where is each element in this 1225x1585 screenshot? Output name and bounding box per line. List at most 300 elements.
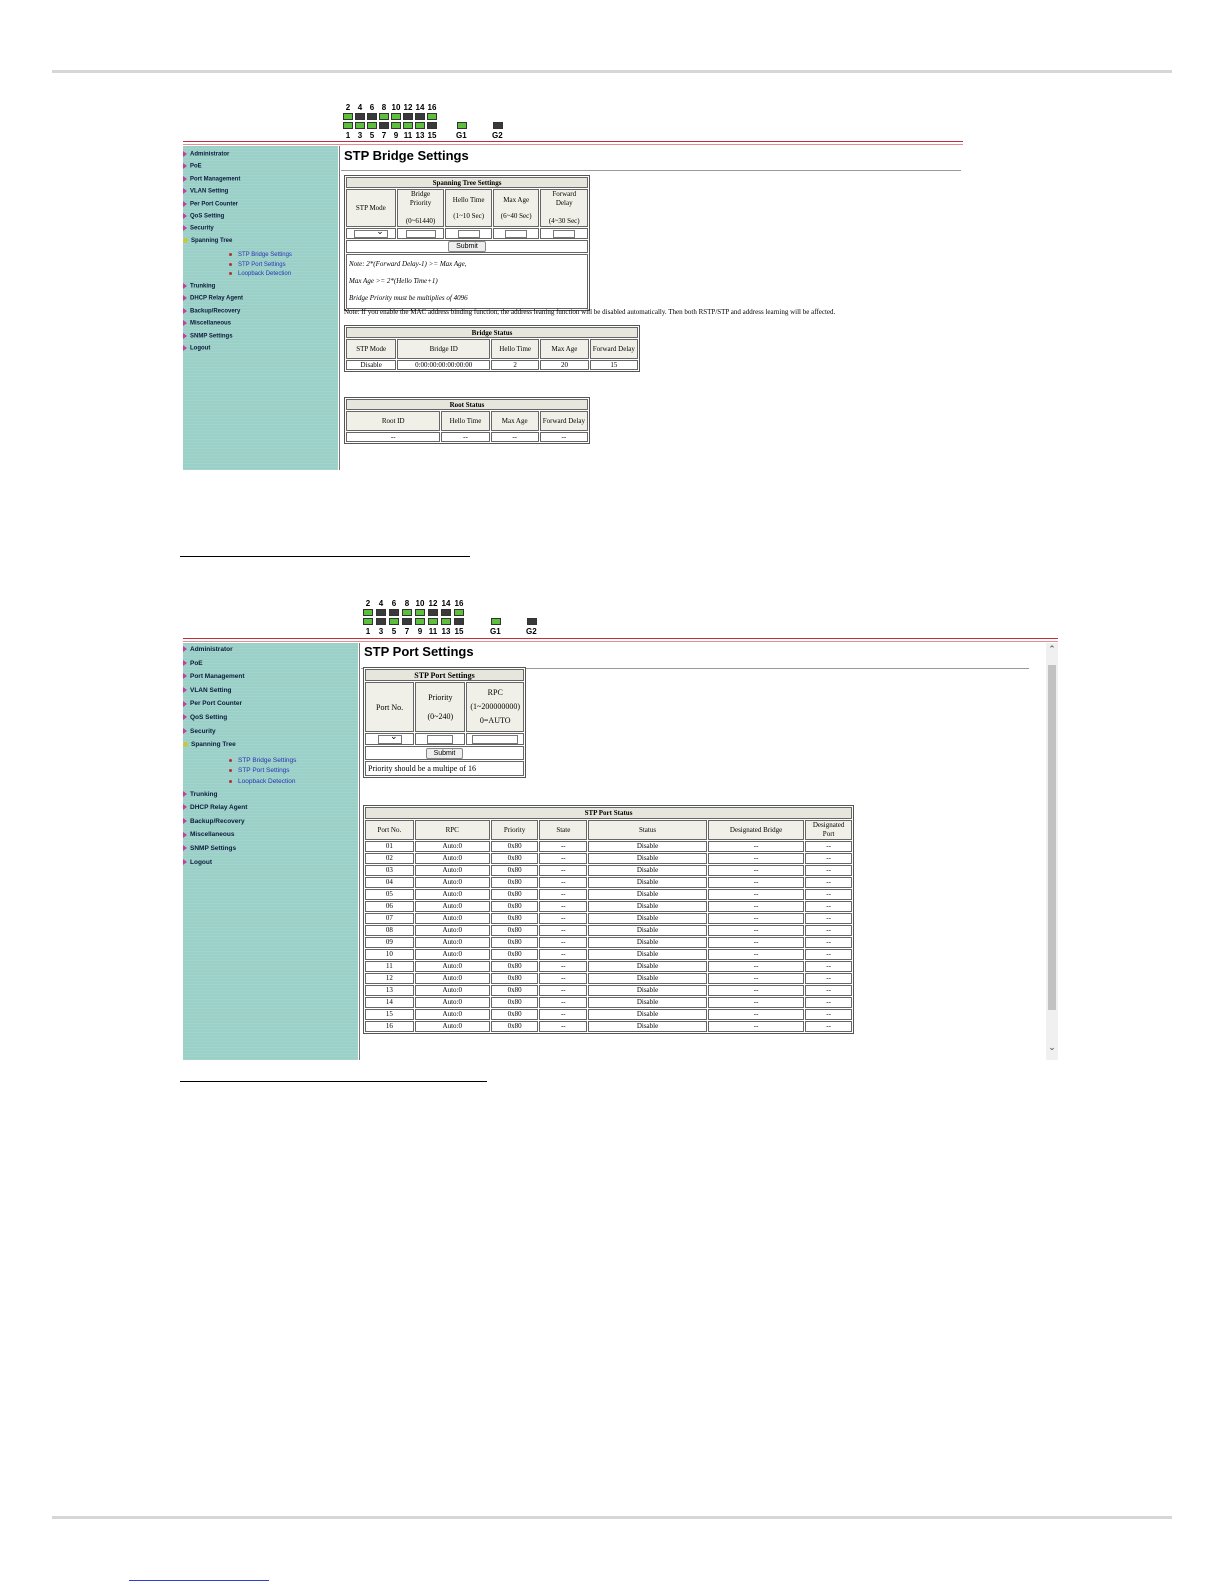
bullet-icon: [229, 253, 232, 256]
table-cell: Auto:0: [415, 973, 490, 984]
table-cell: --: [539, 841, 587, 852]
table-cell: --: [539, 961, 587, 972]
table-cell: Auto:0: [415, 1021, 490, 1032]
table-row: [365, 877, 852, 888]
bullet-icon: [229, 272, 232, 275]
table-cell: --: [539, 1009, 587, 1020]
col-label: Priority: [409, 199, 432, 207]
scroll-up-icon[interactable]: ⌃: [1048, 645, 1056, 655]
table-cell: Disable: [588, 865, 707, 876]
table-cell: --: [539, 925, 587, 936]
note-line: Max Age >= 2*(Hello Time+1): [349, 277, 438, 285]
table-cell: --: [805, 997, 852, 1008]
column-header: Max Age: [540, 339, 588, 359]
arrow-right-icon: [183, 320, 187, 326]
port-13-indicator[interactable]: [415, 122, 425, 129]
sidebar-item-poe[interactable]: [183, 163, 202, 170]
table-cell: --: [805, 901, 852, 912]
table-cell: Auto:0: [415, 997, 490, 1008]
sidebar-item-label: Miscellaneous: [190, 831, 235, 839]
status-value: 2: [491, 360, 539, 370]
forward-delay-cell: [540, 228, 588, 239]
port-6-indicator[interactable]: [367, 113, 377, 120]
table-cell: Auto:0: [415, 889, 490, 900]
port-8-indicator[interactable]: [379, 113, 389, 120]
sidebar-item-snmp-settings[interactable]: [183, 333, 233, 340]
port-15-indicator[interactable]: [427, 122, 437, 129]
arrow-right-icon: [183, 163, 187, 169]
col-rpc: [466, 682, 524, 732]
sidebar: [183, 146, 338, 470]
arrow-right-icon: [183, 791, 187, 797]
table-cell: 03: [365, 865, 414, 876]
table-cell: 06: [365, 901, 414, 912]
port-2-indicator[interactable]: [343, 113, 353, 120]
column-header: Forward Delay: [540, 411, 588, 431]
col-label: Hello Time: [452, 196, 485, 204]
sidebar-item-label: Security: [190, 225, 214, 232]
arrow-right-icon: [183, 687, 187, 693]
bridge-priority-cell: [397, 228, 445, 239]
arrow-right-icon: [183, 728, 187, 734]
status-value: --: [441, 432, 489, 442]
page-bottom-rule: [52, 1516, 1172, 1519]
column-header: Port No.: [365, 820, 414, 840]
page-title: STP Bridge Settings: [344, 148, 469, 163]
col-label: Priority: [428, 693, 453, 702]
col-label: Forward: [552, 190, 577, 198]
table-cell: 04: [365, 877, 414, 888]
sidebar-item-qos-setting[interactable]: [183, 213, 224, 220]
root-status-table: [344, 397, 590, 444]
table-row: [365, 997, 852, 1008]
submit-button[interactable]: Submit: [448, 241, 486, 252]
sidebar-item-label: QoS Setting: [190, 714, 228, 721]
sidebar-item-label: DHCP Relay Agent: [190, 804, 248, 812]
port-7-indicator[interactable]: [379, 122, 389, 129]
status-value: --: [346, 432, 440, 442]
sidebar-item-label: Spanning Tree: [191, 237, 233, 244]
port-3-indicator[interactable]: [376, 618, 386, 625]
table-cell: --: [805, 1021, 852, 1032]
arrow-right-icon: [183, 804, 187, 810]
col-range: 0=AUTO: [479, 716, 511, 725]
sidebar-item-spanning-tree[interactable]: [183, 741, 236, 748]
scroll-down-icon[interactable]: ⌄: [1048, 1043, 1056, 1053]
arrow-right-icon: [183, 832, 187, 838]
port-7-indicator[interactable]: [402, 618, 412, 625]
bullet-icon: [229, 759, 232, 762]
arrow-right-icon: [183, 845, 187, 851]
table-cell: --: [539, 865, 587, 876]
table-cell: 16: [365, 1021, 414, 1032]
table-cell: --: [539, 853, 587, 864]
sidebar-item-label: Per Port Counter: [190, 201, 239, 208]
port-16-indicator[interactable]: [427, 113, 437, 120]
stp-port-settings-table: [363, 667, 526, 778]
table-cell: 0x80: [491, 937, 539, 948]
table-cell: 13: [365, 985, 414, 996]
port-13-indicator[interactable]: [441, 618, 451, 625]
table-cell: Disable: [588, 889, 707, 900]
port-9-indicator[interactable]: [391, 122, 401, 129]
port-number-label: 16: [427, 103, 437, 112]
port-number-label: 13: [415, 131, 425, 140]
sidebar-item-label: Port Management: [190, 176, 241, 183]
table-row: [365, 949, 852, 960]
table-cell: 0x80: [491, 901, 539, 912]
port-number-label: 8: [381, 103, 387, 112]
table-cell: Disable: [588, 985, 707, 996]
table-cell: --: [805, 937, 852, 948]
frame-divider: [339, 146, 340, 470]
table-row: [365, 961, 852, 972]
table-caption: Spanning Tree Settings: [346, 177, 588, 188]
max-age-cell: [493, 228, 540, 239]
table-cell: --: [708, 925, 804, 936]
port-number-label: 14: [415, 103, 425, 112]
table-cell: Disable: [588, 973, 707, 984]
port-11-indicator[interactable]: [428, 618, 438, 625]
port-10-indicator[interactable]: [415, 609, 425, 616]
sidebar-item-label: SNMP Settings: [190, 333, 233, 340]
port-2-indicator[interactable]: [363, 609, 373, 616]
port-12-indicator[interactable]: [428, 609, 438, 616]
subnav-item-label: Loopback Detection: [238, 778, 296, 785]
port-g2-indicator[interactable]: [493, 122, 503, 129]
table-cell: --: [539, 985, 587, 996]
table-cell: Auto:0: [415, 913, 490, 924]
table-row: [365, 865, 852, 876]
table-cell: --: [539, 937, 587, 948]
sidebar-item-spanning-tree[interactable]: [183, 238, 232, 244]
col-range: (0~240): [427, 712, 454, 721]
table-row: [365, 913, 852, 924]
table-cell: --: [539, 1021, 587, 1032]
status-value: --: [491, 432, 539, 442]
port-4-indicator[interactable]: [376, 609, 386, 616]
table-cell: --: [708, 997, 804, 1008]
sidebar-item-logout[interactable]: [183, 345, 210, 352]
table-cell: 10: [365, 949, 414, 960]
expanded-icon: [183, 742, 188, 747]
arrow-right-icon: [183, 701, 187, 707]
port-settings-screenshot: [183, 596, 1058, 1060]
table-cell: 15: [365, 1009, 414, 1020]
port-10-indicator[interactable]: [391, 113, 401, 120]
port-g1-indicator[interactable]: [491, 618, 501, 625]
sidebar-item-label: VLAN Setting: [190, 188, 229, 195]
port-11-indicator[interactable]: [403, 122, 413, 129]
column-header: Max Age: [491, 411, 539, 431]
sidebar-item-label: Logout: [190, 858, 213, 866]
vertical-scrollbar[interactable]: [1046, 643, 1058, 1060]
table-row: [365, 985, 852, 996]
sidebar-item-vlan-setting[interactable]: [183, 687, 232, 694]
sidebar-item-trunking[interactable]: [183, 791, 217, 798]
hello-time-input[interactable]: [458, 230, 480, 238]
subnav-item-stp-bridge-settings[interactable]: [229, 757, 296, 764]
port-3-indicator[interactable]: [355, 122, 365, 129]
col-range: (1~10 Sec): [453, 212, 485, 220]
stp-port-status-table: [363, 805, 854, 1034]
port-6-indicator[interactable]: [389, 609, 399, 616]
column-header: STP Mode: [346, 339, 396, 359]
subnav-item-label: STP Bridge Settings: [238, 756, 297, 764]
table-cell: Disable: [588, 1021, 707, 1032]
sidebar-item-port-management[interactable]: [183, 673, 245, 680]
port-g2-label: G2: [526, 627, 537, 636]
table-cell: --: [539, 889, 587, 900]
col-priority: [415, 682, 465, 732]
table-cell: 02: [365, 853, 414, 864]
table-cell: 11: [365, 961, 414, 972]
column-header: Bridge ID: [397, 339, 490, 359]
arrow-right-icon: [183, 646, 187, 652]
table-cell: --: [805, 1009, 852, 1020]
column-header: Root ID: [346, 411, 440, 431]
sidebar-item-label: Miscellaneous: [190, 320, 232, 327]
port-no-select[interactable]: [378, 735, 402, 744]
port-12-indicator[interactable]: [403, 113, 413, 120]
note-line: Note: 2*(Forward Delay-1) >= Max Age,: [349, 260, 467, 268]
scrollbar-thumb[interactable]: [1048, 665, 1056, 1010]
subnav-item-stp-port-settings[interactable]: [229, 262, 286, 268]
sidebar-item-trunking[interactable]: [183, 283, 215, 290]
col-max-age: [493, 189, 540, 227]
subnav-item-label: Loopback Detection: [238, 271, 292, 278]
priority-input[interactable]: [427, 735, 453, 744]
table-cell: Auto:0: [415, 949, 490, 960]
port-number-label: 1: [345, 131, 351, 140]
sidebar-item-per-port-counter[interactable]: [183, 201, 238, 208]
forward-delay-input[interactable]: [553, 230, 575, 238]
port-16-indicator[interactable]: [454, 609, 464, 616]
bullet-icon: [229, 769, 232, 772]
max-age-input[interactable]: [505, 230, 527, 238]
table-cell: --: [805, 961, 852, 972]
table-cell: Disable: [588, 841, 707, 852]
status-value: 0:00:00:00:00:00:00: [397, 360, 490, 370]
port-14-indicator[interactable]: [415, 113, 425, 120]
port-g2-indicator[interactable]: [527, 618, 537, 625]
sidebar-item-dhcp-relay-agent[interactable]: [183, 804, 247, 811]
table-cell: --: [539, 901, 587, 912]
port-1-indicator[interactable]: [343, 122, 353, 129]
port-number-label: 12: [428, 599, 438, 608]
sidebar-item-qos-setting[interactable]: [183, 714, 227, 721]
subnav-item-stp-bridge-settings[interactable]: [229, 252, 292, 258]
table-cell: 12: [365, 973, 414, 984]
note-line: Bridge Priority must be multiplies of 4096: [349, 294, 468, 302]
port-number-label: 15: [454, 627, 464, 636]
column-header: Hello Time: [491, 339, 539, 359]
table-cell: Auto:0: [415, 1009, 490, 1020]
table-cell: --: [805, 985, 852, 996]
column-header: Status: [588, 820, 707, 840]
figure-caption-rule: [180, 556, 470, 557]
column-header: State: [539, 820, 587, 840]
table-cell: 09: [365, 937, 414, 948]
status-value: Disable: [346, 360, 396, 370]
table-cell: --: [708, 1021, 804, 1032]
sidebar-item-logout[interactable]: [183, 859, 212, 866]
subnav-item-stp-port-settings[interactable]: [229, 767, 290, 774]
col-label: Max Age: [503, 196, 530, 204]
rpc-input[interactable]: [472, 735, 518, 744]
sidebar-item-backup-recovery[interactable]: [183, 818, 245, 825]
port-15-indicator[interactable]: [454, 618, 464, 625]
table-cell: --: [539, 949, 587, 960]
table-cell: 07: [365, 913, 414, 924]
table-cell: 0x80: [491, 925, 539, 936]
table-cell: Disable: [588, 913, 707, 924]
bridge-priority-input[interactable]: [406, 230, 436, 238]
bullet-icon: [229, 780, 232, 783]
table-cell: 0x80: [491, 853, 539, 864]
table-cell: 0x80: [491, 1009, 539, 1020]
sidebar-item-security[interactable]: [183, 225, 214, 232]
table-cell: 08: [365, 925, 414, 936]
subnav-item-label: STP Port Settings: [238, 767, 290, 775]
table-cell: 0x80: [491, 889, 539, 900]
port-number-label: 6: [391, 599, 397, 608]
table-caption: STP Port Status: [365, 807, 852, 819]
sidebar-item-snmp-settings[interactable]: [183, 845, 236, 852]
port-9-indicator[interactable]: [415, 618, 425, 625]
port-4-indicator[interactable]: [355, 113, 365, 120]
table-cell: Disable: [588, 937, 707, 948]
expanded-icon: [183, 238, 188, 243]
port-5-indicator[interactable]: [389, 618, 399, 625]
sidebar-item-administrator[interactable]: [183, 646, 233, 653]
sidebar-item-security[interactable]: [183, 728, 216, 735]
port-number-label: 7: [381, 131, 387, 140]
arrow-right-icon: [183, 188, 187, 194]
table-cell: --: [805, 913, 852, 924]
sidebar-item-per-port-counter[interactable]: [183, 700, 242, 707]
table-cell: Auto:0: [415, 853, 490, 864]
port-number-label: 10: [391, 103, 401, 112]
port-number-label: 12: [403, 103, 413, 112]
arrow-right-icon: [183, 225, 187, 231]
col-range: (6~40 Sec): [500, 212, 532, 220]
sidebar-item-miscellaneous[interactable]: [183, 831, 234, 838]
col-hello-time: [445, 189, 492, 227]
table-caption: Root Status: [346, 399, 588, 410]
sidebar-item-label: Administrator: [190, 646, 233, 653]
table-cell: --: [708, 949, 804, 960]
sidebar-item-miscellaneous[interactable]: [183, 320, 231, 327]
table-cell: Auto:0: [415, 925, 490, 936]
column-header: Designated Port: [805, 820, 852, 840]
header-red-line: [183, 141, 963, 142]
table-cell: Disable: [588, 853, 707, 864]
sidebar-item-backup-recovery[interactable]: [183, 308, 240, 315]
column-header: Hello Time: [441, 411, 489, 431]
table-cell: --: [708, 889, 804, 900]
table-cell: --: [805, 925, 852, 936]
port-8-indicator[interactable]: [402, 609, 412, 616]
sidebar-item-dhcp-relay-agent[interactable]: [183, 295, 243, 302]
sidebar-item-label: Administrator: [190, 151, 230, 158]
submit-button[interactable]: Submit: [426, 748, 464, 759]
sidebar-item-label: QoS Setting: [190, 213, 225, 220]
figure-caption-rule: [180, 1081, 487, 1082]
port-number-label: 11: [403, 131, 413, 140]
settings-note: [346, 254, 588, 309]
sidebar-item-port-management[interactable]: [183, 176, 240, 183]
port-g1-label: G1: [490, 627, 501, 636]
table-cell: --: [708, 985, 804, 996]
table-cell: 0x80: [491, 973, 539, 984]
port-number-label: 15: [427, 131, 437, 140]
table-cell: --: [805, 841, 852, 852]
port-5-indicator[interactable]: [367, 122, 377, 129]
table-caption: Bridge Status: [346, 327, 638, 338]
bridge-status-table: [344, 325, 640, 372]
frame-divider: [359, 643, 360, 1060]
subnav-item-loopback-detection[interactable]: [229, 271, 291, 277]
table-row: [365, 889, 852, 900]
sidebar-item-label: PoE: [190, 659, 203, 667]
mac-binding-note: Note: If you enable the MAC address binding function, the address leaning function will be disabled automatically. Then both RSTP/STP and address learning will be affected.: [344, 308, 836, 316]
table-cell: 0x80: [491, 961, 539, 972]
port-number-label: 7: [404, 627, 410, 636]
column-header: Designated Bridge: [708, 820, 804, 840]
table-cell: --: [539, 997, 587, 1008]
port-14-indicator[interactable]: [441, 609, 451, 616]
table-cell: 14: [365, 997, 414, 1008]
priority-note: Priority should be a multipe of 16: [365, 761, 524, 776]
sidebar-item-poe[interactable]: [183, 660, 203, 667]
port-g1-indicator[interactable]: [457, 122, 467, 129]
table-cell: Disable: [588, 877, 707, 888]
col-label: Bridge: [411, 190, 431, 198]
stp-mode-select[interactable]: [354, 230, 388, 238]
port-number-label: 14: [441, 599, 451, 608]
subnav-item-loopback-detection[interactable]: [229, 778, 295, 785]
table-cell: --: [708, 913, 804, 924]
table-row: [365, 1009, 852, 1020]
stp-mode-cell: [346, 228, 396, 239]
port-no-cell: [365, 733, 414, 745]
table-cell: 0x80: [491, 913, 539, 924]
subnav-item-label: STP Port Settings: [238, 261, 286, 268]
sidebar-item-vlan-setting[interactable]: [183, 188, 228, 195]
table-row: [365, 937, 852, 948]
table-cell: 01: [365, 841, 414, 852]
arrow-right-icon: [183, 308, 187, 314]
arrow-right-icon: [183, 660, 187, 666]
port-number-label: 11: [428, 627, 438, 636]
rpc-cell: [466, 733, 524, 745]
sidebar-item-label: Trunking: [190, 283, 216, 290]
subnav-item-label: STP Bridge Settings: [238, 252, 292, 259]
submit-row: [346, 240, 588, 253]
col-forward-delay: [540, 189, 588, 227]
arrow-right-icon: [183, 714, 187, 720]
header-red-line-2: [183, 641, 1058, 642]
port-1-indicator[interactable]: [363, 618, 373, 625]
table-cell: 0x80: [491, 865, 539, 876]
table-cell: --: [805, 853, 852, 864]
sidebar-item-label: Security: [190, 727, 216, 735]
page-top-rule: [52, 70, 1172, 73]
arrow-right-icon: [183, 673, 187, 679]
table-row: [365, 973, 852, 984]
sidebar-item-administrator[interactable]: [183, 151, 229, 158]
